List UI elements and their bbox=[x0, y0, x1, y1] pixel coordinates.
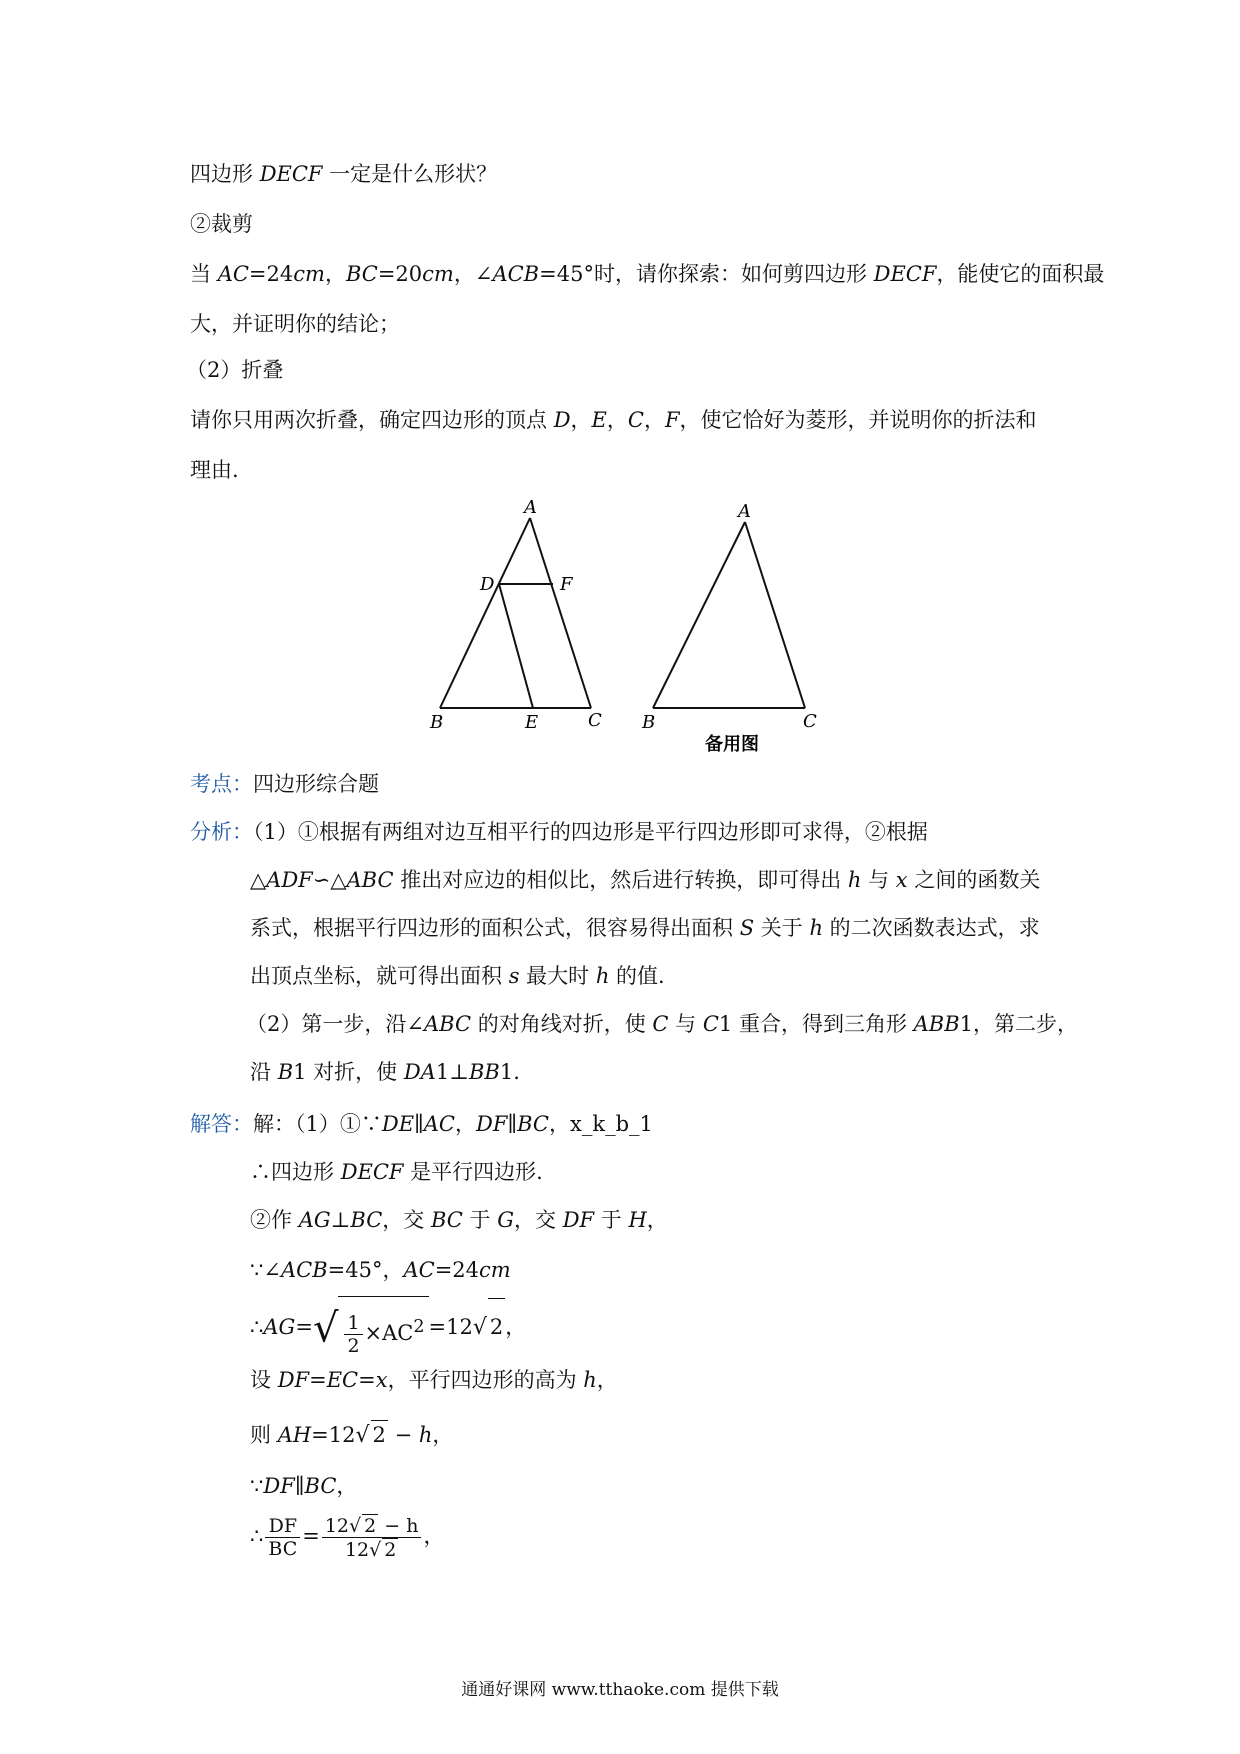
fenxi-line-4 bbox=[250, 962, 665, 990]
var: ACB bbox=[280, 1258, 328, 1282]
var: D bbox=[553, 408, 571, 432]
var: x bbox=[375, 1368, 388, 1392]
text: ， bbox=[570, 408, 592, 432]
var: DECF bbox=[873, 262, 937, 286]
var: BC bbox=[345, 262, 378, 286]
fraction-height-ratio bbox=[322, 1514, 422, 1561]
jieda-line-4 bbox=[250, 1256, 511, 1284]
label-c: C bbox=[588, 710, 602, 731]
fenxi-line-2 bbox=[250, 866, 1040, 894]
text: ， bbox=[432, 1423, 454, 1447]
var: BC bbox=[430, 1208, 463, 1232]
text: 解：（1）①∵ bbox=[253, 1112, 382, 1136]
spare-label-a: A bbox=[738, 501, 751, 522]
text: 沿 bbox=[250, 1060, 278, 1084]
numerator: DF bbox=[265, 1515, 300, 1538]
label-b: B bbox=[430, 712, 444, 733]
var: BC bbox=[304, 1474, 337, 1498]
text: ∵ bbox=[250, 1474, 264, 1498]
radical-sign: √ bbox=[369, 1539, 382, 1561]
var: h bbox=[847, 868, 862, 892]
segment-de bbox=[499, 584, 533, 708]
problem-line-1 bbox=[190, 160, 497, 188]
text: ，交 bbox=[514, 1208, 563, 1232]
text: ， bbox=[606, 408, 628, 432]
var: DF bbox=[263, 1474, 295, 1498]
text: 系式，根据平行四边形的面积公式，很容易得出面积 bbox=[250, 916, 740, 940]
denominator: BC bbox=[268, 1538, 298, 1560]
denominator bbox=[322, 1538, 422, 1561]
text: 最大时 bbox=[519, 964, 596, 988]
text: 是平行四边形. bbox=[403, 1160, 543, 1184]
text: 1 对折，使 bbox=[293, 1060, 404, 1084]
var: F bbox=[664, 408, 680, 432]
radical-sign: √ bbox=[472, 1315, 487, 1340]
var: DE bbox=[381, 1112, 415, 1136]
text: ， bbox=[646, 1208, 668, 1232]
text: 四边形 bbox=[190, 162, 260, 186]
text: ，x_k_b_1 bbox=[549, 1112, 653, 1136]
text: ， bbox=[336, 1474, 358, 1498]
text: ∴ bbox=[250, 1524, 264, 1548]
text: （2）第一步，沿∠ bbox=[246, 1012, 424, 1036]
label-e: E bbox=[525, 712, 539, 733]
text: ， bbox=[454, 1112, 476, 1136]
unit: cm bbox=[479, 1258, 511, 1282]
problem-line-6 bbox=[190, 406, 1037, 434]
unit: cm bbox=[422, 262, 454, 286]
label-d: D bbox=[480, 574, 495, 595]
text: 1⊥ bbox=[435, 1060, 469, 1084]
jieda-line-6 bbox=[250, 1366, 618, 1394]
text: （1）①根据有两组对边互相平行的四边形是平行四边形即可求得，②根据 bbox=[253, 820, 928, 844]
radical-sign: √ bbox=[312, 1305, 339, 1352]
problem-line-4: 大，并证明你的结论； bbox=[190, 312, 400, 336]
text: 的对角线对折，使 bbox=[471, 1012, 653, 1036]
text: ， bbox=[423, 1524, 445, 1548]
numerator: 1 bbox=[344, 1312, 362, 1335]
text: ，交 bbox=[382, 1208, 431, 1232]
text: ， bbox=[505, 1315, 527, 1339]
var: G bbox=[497, 1208, 514, 1232]
var: DF bbox=[277, 1368, 310, 1392]
var: BC bbox=[350, 1208, 383, 1232]
var: S bbox=[739, 916, 755, 940]
fraction-df-bc bbox=[265, 1515, 300, 1560]
var: B bbox=[277, 1060, 294, 1084]
var: H bbox=[628, 1208, 647, 1232]
var: DF bbox=[475, 1112, 508, 1136]
jieda-line-9 bbox=[250, 1508, 444, 1564]
spare-segment-ac bbox=[745, 522, 805, 708]
var: BC bbox=[517, 1112, 549, 1136]
text: − bbox=[387, 1423, 419, 1447]
text: = bbox=[309, 1368, 327, 1392]
kaodian-line bbox=[190, 770, 379, 798]
text: ∥ bbox=[414, 1112, 424, 1136]
var: E bbox=[591, 408, 607, 432]
text: △ bbox=[250, 868, 267, 892]
fenxi-line-3 bbox=[250, 914, 1040, 942]
spare-segment-ab bbox=[653, 522, 745, 708]
var: C bbox=[627, 408, 644, 432]
var: x bbox=[895, 868, 908, 892]
segment-ac bbox=[530, 518, 591, 708]
text: ∥ bbox=[294, 1474, 305, 1498]
text: 则 bbox=[250, 1423, 278, 1447]
var: C bbox=[652, 1012, 669, 1036]
text: ∴四边形 bbox=[250, 1160, 341, 1184]
var: ABC bbox=[346, 868, 394, 892]
text: ∥ bbox=[507, 1112, 518, 1136]
text: 1. bbox=[499, 1060, 520, 1084]
var: AC bbox=[403, 1258, 435, 1282]
text: ，能使它的面积最 bbox=[936, 262, 1105, 286]
text: 出顶点坐标，就可得出面积 bbox=[250, 964, 509, 988]
var: h bbox=[583, 1368, 597, 1392]
var: EC bbox=[326, 1368, 359, 1392]
text: ∽△ bbox=[312, 868, 347, 892]
var: ABB bbox=[913, 1012, 960, 1036]
jieda-line-2 bbox=[250, 1158, 543, 1186]
text: ②作 bbox=[250, 1208, 299, 1232]
var: ACB bbox=[492, 262, 540, 286]
var: h bbox=[595, 964, 610, 988]
var: AG bbox=[298, 1208, 331, 1232]
kaodian-label: 考点： bbox=[190, 772, 253, 796]
text: =24 bbox=[434, 1258, 480, 1282]
text: ， bbox=[324, 262, 346, 286]
var: DA bbox=[403, 1060, 436, 1084]
text: ，使它恰好为菱形，并说明你的折法和 bbox=[679, 408, 1037, 432]
var: h bbox=[809, 916, 823, 940]
text: =45°， bbox=[327, 1258, 404, 1282]
text: ⊥ bbox=[330, 1208, 351, 1232]
text: 设 bbox=[250, 1368, 278, 1392]
text: ×AC bbox=[364, 1321, 414, 1345]
jieda-line-7 bbox=[250, 1420, 453, 1450]
text: 当 bbox=[190, 262, 218, 286]
text: =24 bbox=[248, 262, 294, 286]
problem-line-7: 理由. bbox=[190, 458, 239, 482]
text: =45°时，请你探索：如何剪四边形 bbox=[539, 262, 874, 286]
var: s bbox=[508, 964, 520, 988]
text: 一定是什么形状？ bbox=[322, 162, 498, 186]
jieda-line-1 bbox=[190, 1110, 653, 1138]
var: C bbox=[702, 1012, 719, 1036]
text: 1 重合，得到三角形 bbox=[718, 1012, 914, 1036]
text: 12 bbox=[344, 1539, 370, 1561]
denominator: 2 bbox=[347, 1335, 360, 1357]
var: BB bbox=[468, 1060, 500, 1084]
text: 1，第二步， bbox=[959, 1012, 1079, 1036]
var: AC bbox=[217, 262, 249, 286]
text: =12 bbox=[311, 1423, 356, 1447]
var: ABC bbox=[423, 1012, 472, 1036]
radicand: 2 bbox=[384, 1539, 397, 1561]
page-footer: 通通好课网 www.tthaoke.com 提供下载 bbox=[461, 1680, 779, 1700]
jieda-line-5 bbox=[250, 1296, 526, 1361]
text: ，平行四边形的高为 bbox=[387, 1368, 584, 1392]
jieda-line-8 bbox=[250, 1472, 357, 1500]
figure-caption: 备用图 bbox=[705, 734, 759, 755]
problem-line-2: ②裁剪 bbox=[190, 212, 253, 236]
text: = bbox=[295, 1315, 313, 1339]
problem-line-3 bbox=[190, 260, 1104, 288]
sqrt-expression bbox=[313, 1296, 429, 1361]
geometry-figure bbox=[420, 490, 820, 760]
fenxi-line-5 bbox=[246, 1010, 1078, 1038]
var: AG bbox=[263, 1315, 296, 1339]
var-decf: DECF bbox=[259, 162, 323, 186]
radicand: 2 bbox=[364, 1515, 377, 1537]
text: 关于 bbox=[754, 916, 810, 940]
radicand: 2 bbox=[488, 1298, 505, 1355]
text: ∴ bbox=[250, 1315, 264, 1339]
spare-label-b: B bbox=[642, 712, 656, 733]
var: AC bbox=[423, 1112, 455, 1136]
text: =12 bbox=[428, 1315, 473, 1339]
var: h bbox=[418, 1423, 433, 1447]
text: 的值. bbox=[609, 964, 665, 988]
text: =20 bbox=[377, 262, 423, 286]
text: 的二次函数表达式，求 bbox=[822, 916, 1040, 940]
var: AH bbox=[277, 1423, 312, 1447]
text: 12 bbox=[324, 1515, 350, 1537]
var: DF bbox=[562, 1208, 595, 1232]
var: ADF bbox=[266, 868, 313, 892]
fenxi-line-6 bbox=[250, 1058, 520, 1086]
radicand: 2 bbox=[371, 1420, 388, 1449]
radical-sign: √ bbox=[349, 1515, 362, 1537]
label-f: F bbox=[560, 574, 573, 595]
segment-ab bbox=[440, 518, 530, 708]
text: 推出对应边的相似比，然后进行转换，即可得出 bbox=[393, 868, 848, 892]
fraction bbox=[344, 1312, 362, 1357]
text: 之间的函数关 bbox=[907, 868, 1041, 892]
exponent: 2 bbox=[413, 1317, 425, 1337]
text: = bbox=[358, 1368, 376, 1392]
problem-line-5: （2）折叠 bbox=[186, 358, 284, 382]
numerator bbox=[322, 1514, 422, 1538]
label-a: A bbox=[524, 497, 537, 518]
radical-sign: √ bbox=[355, 1423, 370, 1448]
text: 与 bbox=[861, 868, 896, 892]
text: 于 bbox=[594, 1208, 629, 1232]
var: DECF bbox=[340, 1160, 404, 1184]
text: − h bbox=[378, 1515, 419, 1537]
text: 与 bbox=[668, 1012, 703, 1036]
unit: cm bbox=[293, 262, 325, 286]
fenxi-label: 分析： bbox=[190, 820, 253, 844]
radicand bbox=[338, 1296, 428, 1361]
spare-label-c: C bbox=[803, 711, 817, 732]
text: ∵∠ bbox=[250, 1258, 281, 1282]
fenxi-line-1 bbox=[190, 818, 928, 846]
text: = bbox=[302, 1524, 320, 1548]
jieda-label: 解答： bbox=[190, 1112, 253, 1136]
text: ， bbox=[596, 1368, 618, 1392]
text: ，∠ bbox=[453, 262, 493, 286]
text: 于 bbox=[462, 1208, 498, 1232]
text: 请你只用两次折叠，确定四边形的顶点 bbox=[190, 408, 554, 432]
kaodian-text: 四边形综合题 bbox=[253, 772, 379, 796]
text: ， bbox=[643, 408, 665, 432]
jieda-line-3 bbox=[250, 1206, 668, 1234]
